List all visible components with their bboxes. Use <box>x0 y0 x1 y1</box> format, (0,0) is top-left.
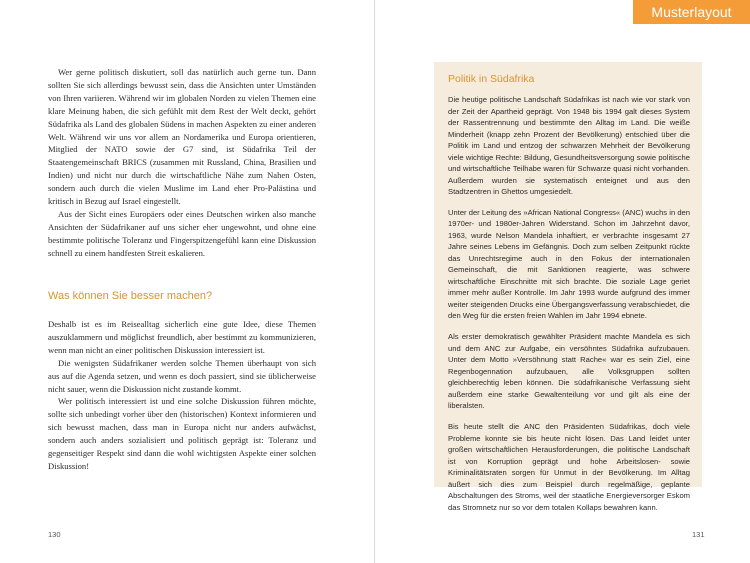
intro-paragraph-2: Aus der Sicht eines Europäers oder eines Deutschen wirken also manche Ansichten der Südafrikaner auf uns sicher eher ungewohnt, und ohne eine bestimmte politische Toleranz und Fingerspitzengefühl kann eine Diskussion schnell zu einem handfesten Streit eskalieren. <box>48 208 316 258</box>
section-text <box>48 318 316 473</box>
info-box-paragraph-3: Als erster demokratisch gewählter Präsident machte Mandela es sich und dem ANC zur Aufgabe, ein versöhntes Südafrika aufzubauen. Unter dem Motto »Versöhnung statt Rache« war es sein Ziel, eine Regenbogennation aufzubauen, alle Volksgruppen sollten gleichberechtig leben können. Die südafrikanische Verfassung sieht außerdem eine starke Gewaltenteilung vor und gilt als eine der liberalsten. <box>448 332 690 411</box>
info-box-paragraph-1: Die heutige politische Landschaft Südafrikas ist nach wie vor stark von der Zeit der Apartheid geprägt. Von 1948 bis 1994 galt dieses System der Rassentrennung und bestimmte den Alltag im Land. Die weiße Minderheit (knapp zehn Prozent der Bevölkerung) entschied über die Politik im Land und entzog der schwarzen Mehrheit der Bevölkerung viele wichtige Rechte: Bildung, Gesundheitsversorgung sowie politische und wirtschaftliche Teilhabe waren für Schwarze quasi nicht vorhanden. Außerdem wurden sie systematisch enteignet und aus den Stadtzentren in Ghettos umgesiedelt. <box>448 95 690 196</box>
intro-text <box>48 66 316 260</box>
intro-paragraph-1: Wer gerne politisch diskutiert, soll das natürlich auch gerne tun. Dann sollten Sie sich allerdings bewusst sein, dass die Ansichten unter Umständen von Ihren variieren. Während wir im globalen Norden zu vielen Themen eine klare Meinung haben, die sich gefühlt mit dem Rest der Welt deckt, gehört Südafrika als Land des globalen Südens in machen Aspekten zu einer anderen Welt. Während wir uns vor allem an Nordamerika und Europa orientieren, Mitglied der NATO sowie der G7 sind, ist Südafrika Teil der Staatengemeinschaft BRICS (zusammen mit Russland, China, Brasilien und Indien) und nicht nur durch die wirtschaftliche Nähe zum Nahen Osten, sondern auch durch die vielen Muslime im Land eher Pro-Palästina und kritisch in Bezug auf Israel eingestellt. <box>48 67 316 207</box>
page-number-left: 130 <box>48 530 61 539</box>
section-paragraph-2: Die wenigsten Südafrikaner werden solche Themen überhaupt von sich aus auf die Agenda setzen, und wenn es doch passiert, sind sie üblicherweise nicht sauer, wenn die Diskussion nicht zustande kommt. <box>48 357 316 394</box>
info-box-paragraph-4: Bis heute stellt die ANC den Präsidenten Südafrikas, doch viele Probleme konnte sie bis heute nicht lösen. Das Land leidet unter großen wirtschaftlichen Herausforderungen, die politische Landschaft ist von Korruption geprägt und hohe Arbeitslosen- sowie Kriminalitätsraten sorgen für Unmut in der Bevölkerung. Im Alltag äußert sich dies zum Beispiel durch regelmäßige, geplante Abschaltungen des Stroms, weil der staatliche Energieversorger Eskom das Stromnetz nur so vor dem totalen Kollaps bewahren kann. <box>448 422 690 512</box>
info-box-title: Politik in Südafrika <box>448 73 535 85</box>
section-heading: Was können Sie besser machen? <box>48 290 213 302</box>
section-paragraph-1: Deshalb ist es im Reisealltag sicherlich eine gute Idee, diese Themen auszuklammern und möglichst freundlich, aber bestimmt zu kommunizieren, wenn man nicht an einer politischen Diskussion interessiert ist. <box>48 319 316 355</box>
layout-tab: Musterlayout <box>633 0 750 24</box>
info-box-paragraph-2: Unter der Leitung des »African National Congress« (ANC) wuchs in den 1970er- und 1980er-Jahren Widerstand. Schon im Jahrzehnt davor, 1963, wurde Nelson Mandela inhaftiert, er verbrachte insgesamt 27 Jahre seines Lebens im Gefängnis. Doch zum selben Zeitpunkt rückte das Unrechtsregime auch in den Fokus der internationalen Gemeinschaft, die mit Sanktionen reagierte, was schwere wirtschaftliche Einschnitte mit sich brachte. Die soziale Lage geriet immer mehr außer Kontrolle. Im Jahr 1993 wurde aufgrund des immer weiter steigenden Drucks eine Übergangsverfassung verabschiedet, die den Weg für die ersten freien Wahlen im Jahr 1994 ebnete. <box>448 207 690 321</box>
section-paragraph-3: Wer politisch interessiert ist und eine solche Diskussion führen möchte, sollte sich unbedingt vorher über den (historischen) Kontext informieren und sich bewusst machen, dass man in Europa nicht nur anders aufwächst, sondern auch anders sozialisiert und politisch geprägt ist: Toleranz und gegenseitiger Respekt sind dann die wohl wichtigsten Aspekte einer solchen Diskussion! <box>48 396 316 471</box>
page-number-right: 131 <box>692 530 705 539</box>
info-box <box>434 62 702 512</box>
